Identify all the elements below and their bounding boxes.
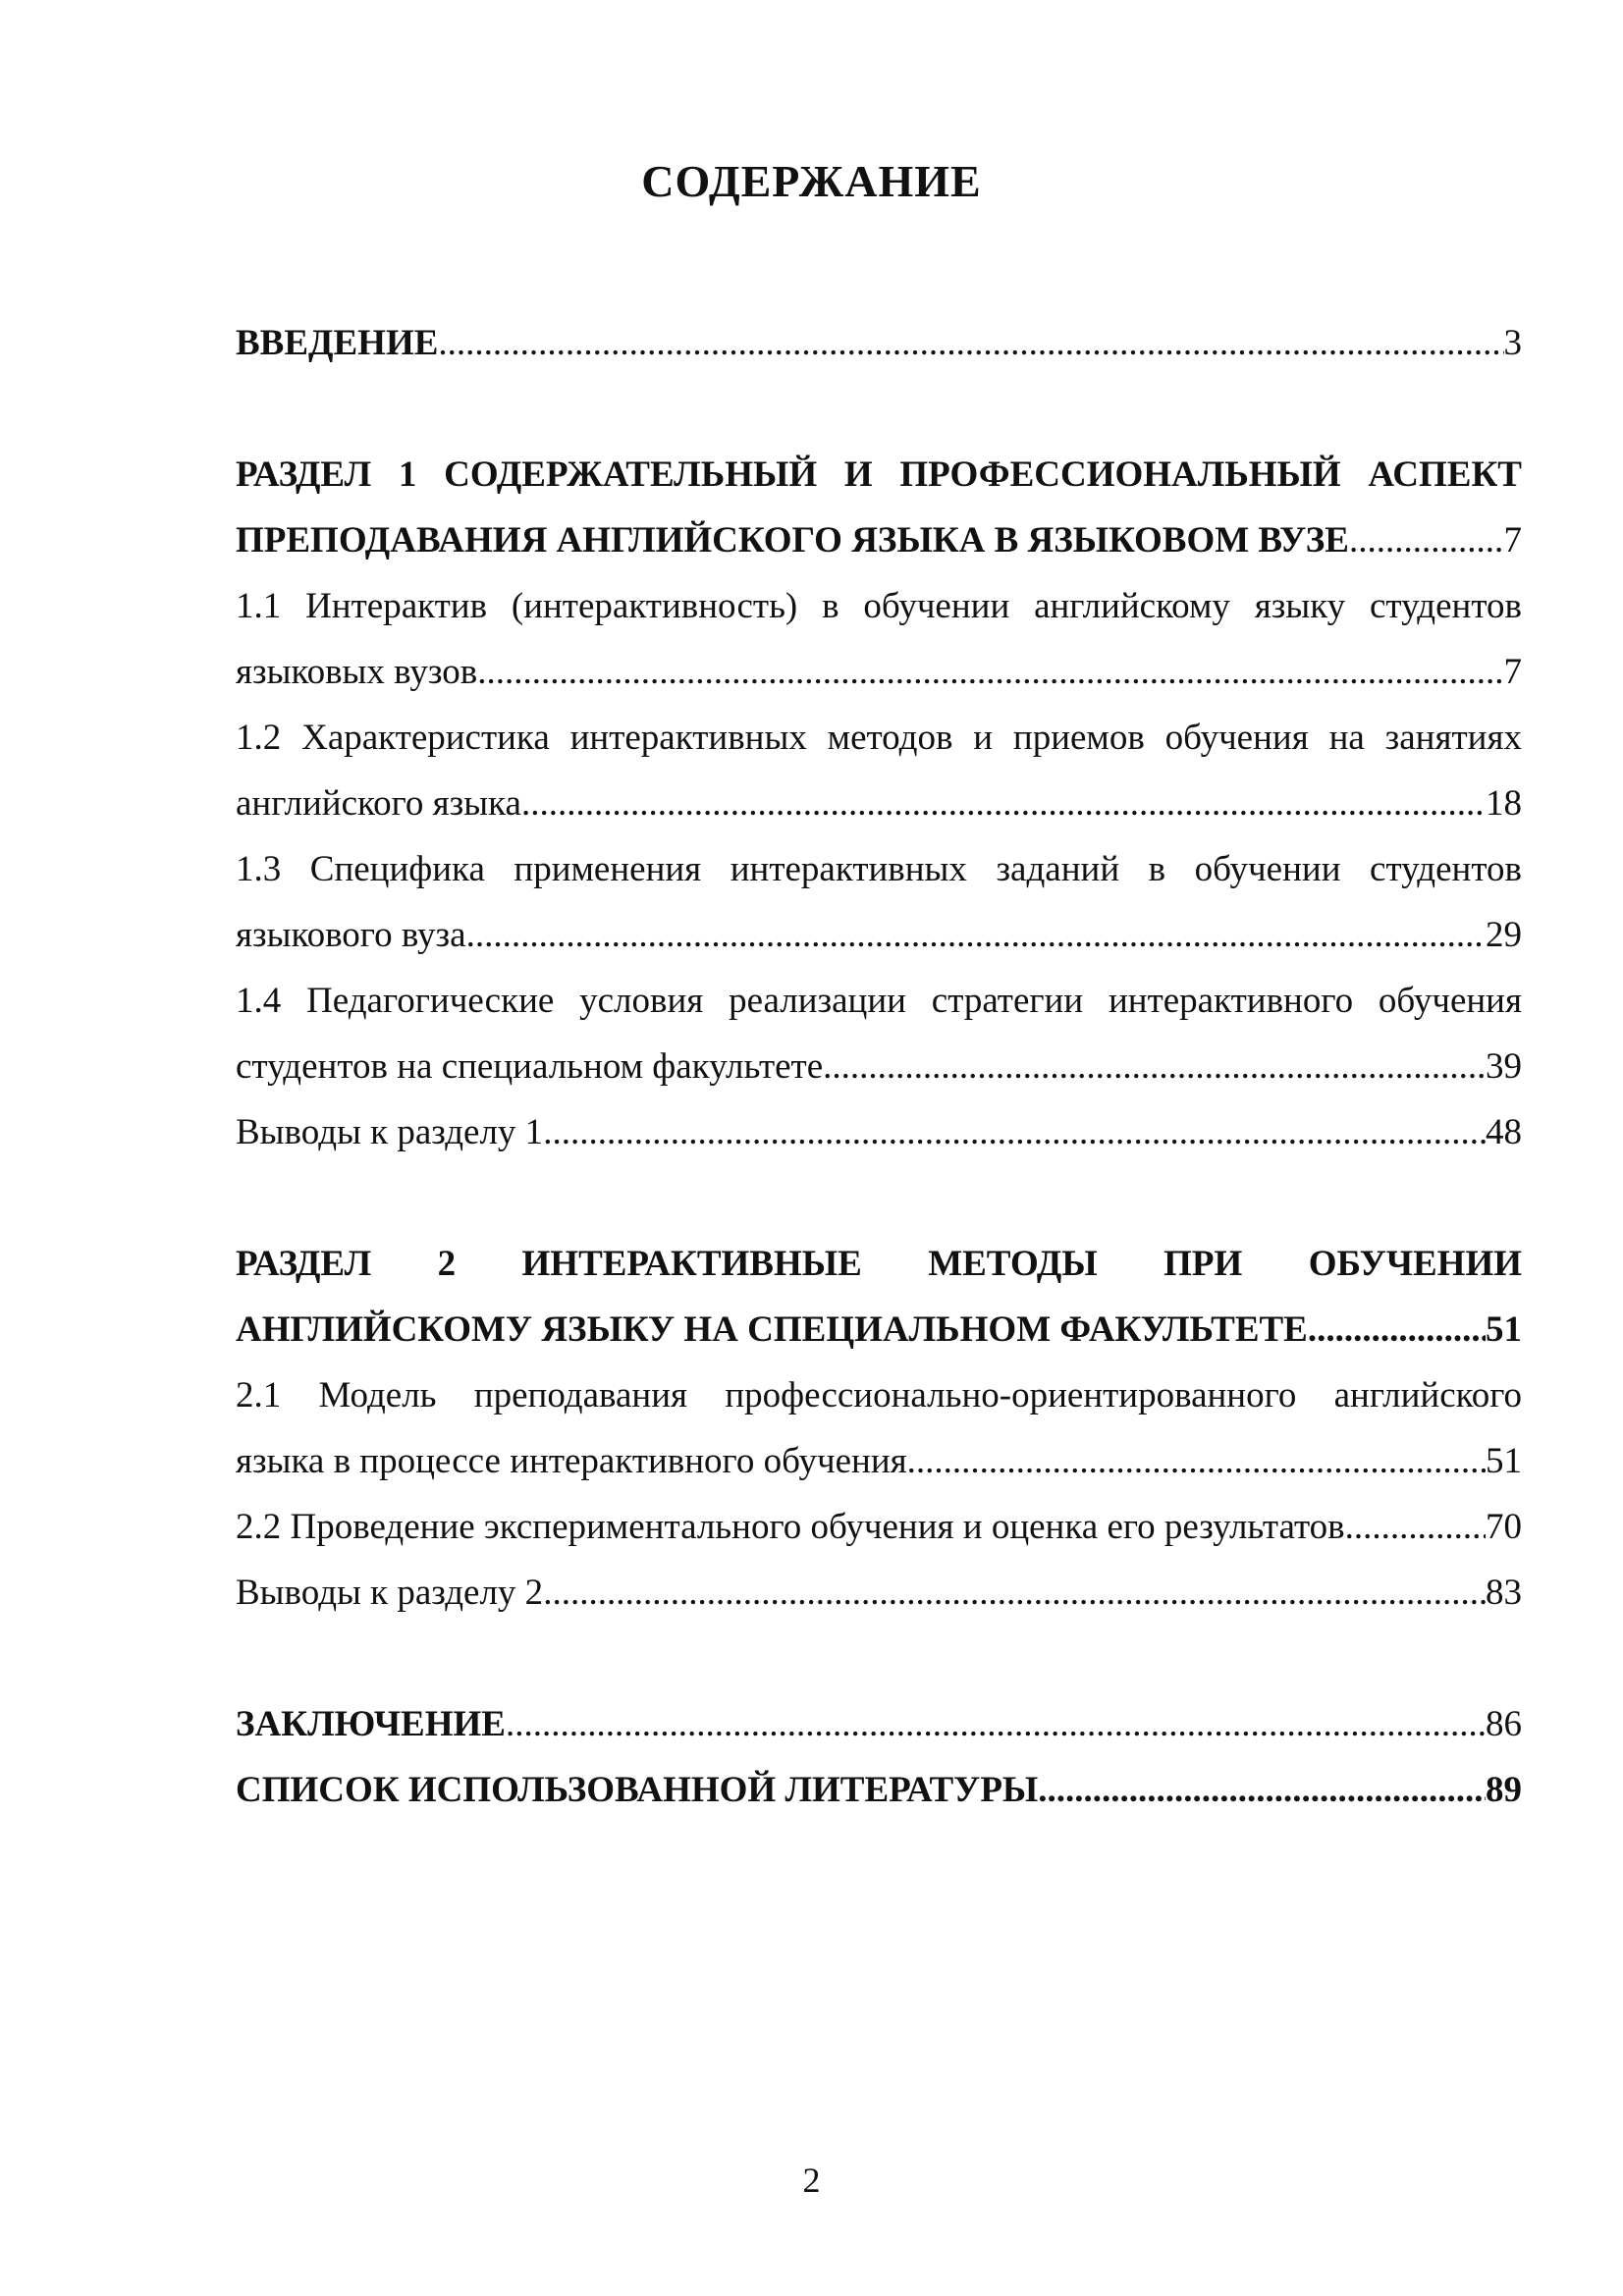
toc-1-4-line1[interactable]: 1.4 Педагогические условия реализации стратегии интерактивного обучения (236, 981, 1522, 1021)
toc-leader (907, 1439, 1486, 1484)
toc-page: 86 (1486, 1704, 1522, 1744)
toc-entry-references[interactable] (236, 1768, 1522, 1813)
toc-page: 70 (1486, 1507, 1522, 1547)
toc-entry-2-2[interactable] (236, 1505, 1522, 1550)
toc-leader (543, 1110, 1486, 1155)
toc-entry-conclusions-1[interactable] (236, 1110, 1522, 1155)
toc-label: АНГЛИЙСКОМУ ЯЗЫКУ НА СПЕЦИАЛЬНОМ ФАКУЛЬТЕТЕ (236, 1309, 1308, 1350)
toc-page: 39 (1486, 1046, 1522, 1087)
toc-entry-section2[interactable] (236, 1308, 1522, 1353)
toc-label: ВВЕДЕНИЕ (236, 323, 439, 363)
toc-leader (1349, 518, 1504, 563)
page-number: 2 (802, 2161, 821, 2200)
toc-section1-line1[interactable]: РАЗДЕЛ 1 СОДЕРЖАТЕЛЬНЫЙ И ПРОФЕССИОНАЛЬНЫЙ АСПЕКТ (236, 454, 1522, 495)
toc-leader (506, 1702, 1486, 1747)
toc-label: 2.2 Проведение экспериментального обучения и оценка его результатов (236, 1507, 1345, 1547)
toc-label: английского языка (236, 783, 521, 824)
toc-page: 7 (1503, 652, 1522, 692)
toc-entry-intro[interactable] (236, 321, 1522, 366)
toc-leader (1038, 1768, 1486, 1813)
toc-page: 51 (1486, 1309, 1522, 1350)
toc-entry-1-2[interactable] (236, 781, 1522, 827)
toc-page: 48 (1486, 1112, 1522, 1152)
toc-2-1-line1[interactable]: 2.1 Модель преподавания профессионально-ориентированного английского (236, 1375, 1522, 1415)
toc-page: 89 (1486, 1770, 1522, 1810)
toc-entry-1-4[interactable] (236, 1044, 1522, 1090)
toc-entry-section1[interactable] (236, 518, 1522, 563)
toc-1-2-line1[interactable]: 1.2 Характеристика интерактивных методов и приемов обучения на занятиях (236, 718, 1522, 758)
toc-leader (543, 1571, 1486, 1616)
toc-label: СПИСОК ИСПОЛЬЗОВАННОЙ ЛИТЕРАТУРЫ (236, 1770, 1039, 1810)
toc-leader (477, 650, 1503, 695)
toc-1-3-line1[interactable]: 1.3 Специфика применения интерактивных заданий в обучении студентов (236, 849, 1522, 889)
toc-label: языкового вуза (236, 915, 466, 955)
toc-page: 29 (1486, 915, 1522, 955)
toc-leader (438, 321, 1503, 366)
toc-1-1-line1[interactable]: 1.1 Интерактив (интерактивность) в обучении английскому языку студентов (236, 586, 1522, 626)
toc-label: Выводы к разделу 1 (236, 1112, 544, 1152)
toc-label: ПРЕПОДАВАНИЯ АНГЛИЙСКОГО ЯЗЫКА В ЯЗЫКОВОМ ВУЗЕ (236, 520, 1349, 561)
toc-entry-1-1[interactable] (236, 650, 1522, 695)
toc-leader (1308, 1308, 1486, 1353)
toc-leader (1345, 1505, 1486, 1550)
toc-page: 3 (1503, 323, 1522, 363)
toc-page: 7 (1503, 520, 1522, 561)
toc-entry-conclusions-2[interactable] (236, 1571, 1522, 1616)
toc-entry-2-1[interactable] (236, 1439, 1522, 1484)
toc-leader (521, 781, 1486, 827)
toc-page: 51 (1486, 1441, 1522, 1481)
toc-leader (823, 1044, 1486, 1090)
page-title: СОДЕРЖАНИЕ (641, 156, 982, 206)
toc-label: ЗАКЛЮЧЕНИЕ (236, 1704, 506, 1744)
toc-section2-line1[interactable]: РАЗДЕЛ 2 ИНТЕРАКТИВНЫЕ МЕТОДЫ ПРИ ОБУЧЕНИИ (236, 1244, 1522, 1284)
toc-page: 18 (1486, 783, 1522, 824)
toc-label: языка в процессе интерактивного обучения (236, 1441, 907, 1481)
toc-entry-conclusion[interactable] (236, 1702, 1522, 1747)
toc-label: Выводы к разделу 2 (236, 1573, 544, 1613)
toc-label: студентов на специальном факультете (236, 1046, 824, 1087)
toc-leader (466, 913, 1486, 958)
toc-page: 83 (1486, 1573, 1522, 1613)
toc-entry-1-3[interactable] (236, 913, 1522, 958)
toc-label: языковых вузов (236, 652, 478, 692)
